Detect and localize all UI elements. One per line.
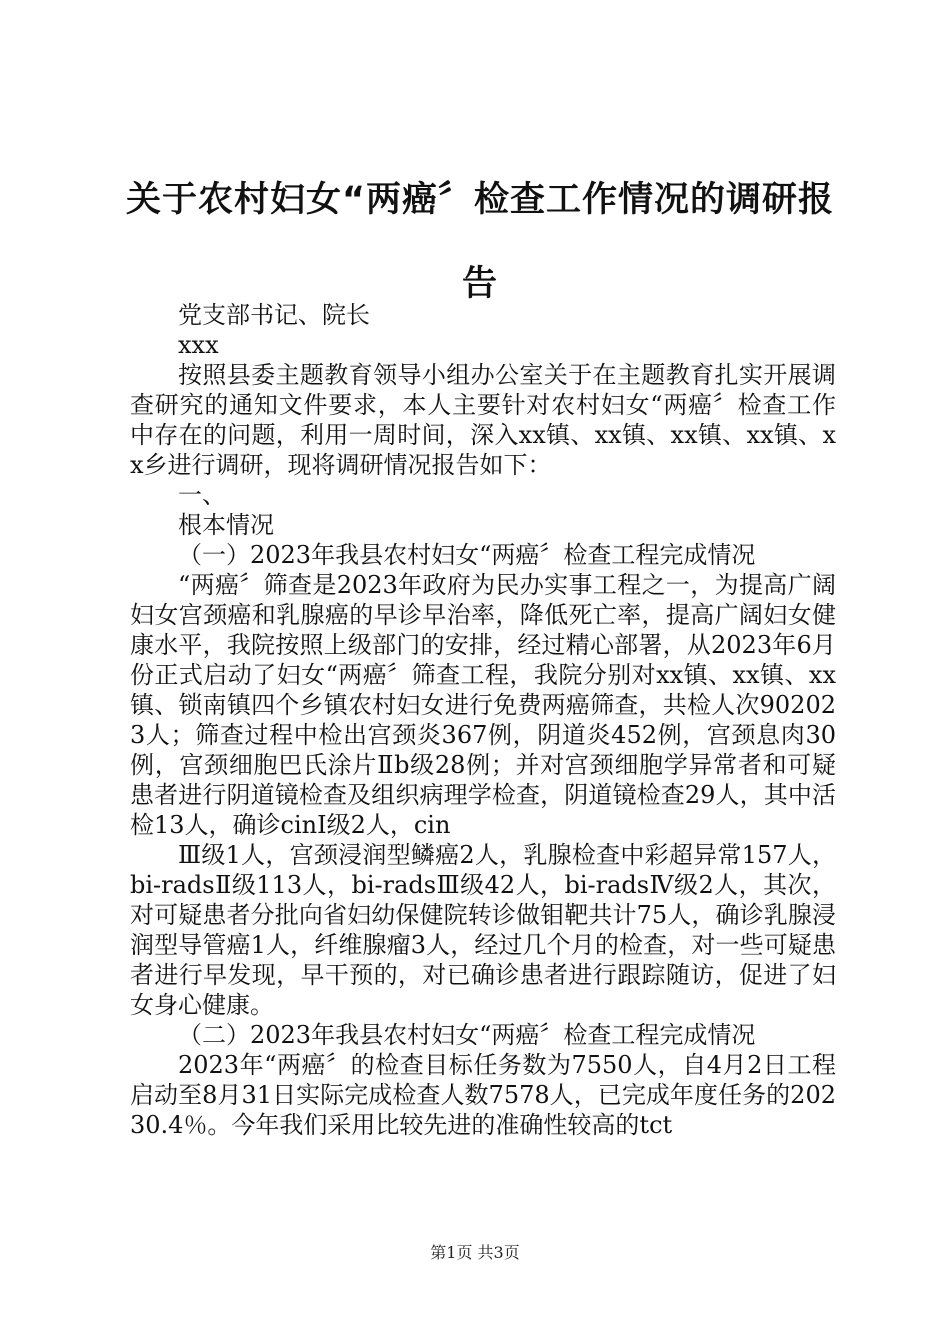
page-number: 第1页 共3页	[430, 1243, 520, 1262]
subsection-heading-1: （一）2023年我县农村妇女“两癌〞检查工程完成情况	[178, 541, 756, 569]
author-name-line: xxx	[178, 331, 219, 359]
document-title: 关于农村妇女“两癌〞检查工作情况的调研报告	[125, 180, 834, 304]
intro-paragraph: 按照县委主题教育领导小组办公室关于在主题教育扎实开展调查研究的通知文件要求，本人主要针对农村妇女“两癌〞检查工作中存在的问题，利用一周时间，深入xx镇、xx镇、xx镇、xx镇、xx乡进行调研，现将调研情况报告如下：	[130, 361, 836, 479]
section-heading: 根本情况	[178, 511, 274, 539]
document-body	[130, 300, 836, 1140]
target-paragraph: 2023年“两癌〞的检查目标任务数为7550人，自4月2日工程启动至8月31日实际完成检查人数7578人，已完成年度任务的20230.4％。今年我们采用比较先进的准确性较高的tct	[130, 1051, 836, 1139]
author-title-line: 党支部书记、院长	[178, 301, 370, 329]
screening-paragraph: “两癌〞筛查是2023年政府为民办实事工程之一，为提高广阔妇女宫颈癌和乳腺癌的早诊早治率，降低死亡率，提高广阔妇女健康水平，我院按照上级部门的安排，经过精心部署，从2023年6月份正式启动了妇女“两癌〞筛查工程，我院分别对xx镇、xx镇、xx镇、锁南镇四个乡镇农村妇女进行免费两癌筛查，共检人次902023人；筛查过程中检出宫颈炎367例，阴道炎452例，宫颈息肉30例，宫颈细胞巴氏涂片Ⅱb级28例；并对宫颈细胞学异常者和可疑患者进行阴道镜检查及组织病理学检查，阴道镜检查29人，其中活检13人，确诊cinⅠ级2人，cin	[130, 571, 836, 839]
results-paragraph: Ⅲ级1人，宫颈浸润型鳞癌2人，乳腺检查中彩超异常157人，bi-radsⅡ级113人，bi-radsⅢ级42人，bi-radsⅣ级2人，其次，对可疑患者分批向省妇幼保健院转诊做钼靶共计75人，确诊乳腺浸润型导管癌1人，纤维腺瘤3人，经过几个月的检查，对一些可疑患者进行早发现，早干预的，对已确诊患者进行跟踪随访，促进了妇女身心健康。	[130, 841, 836, 1019]
subsection-heading-2: （二）2023年我县农村妇女“两癌〞检查工程完成情况	[178, 1021, 756, 1049]
section-number: 一、	[178, 481, 226, 509]
